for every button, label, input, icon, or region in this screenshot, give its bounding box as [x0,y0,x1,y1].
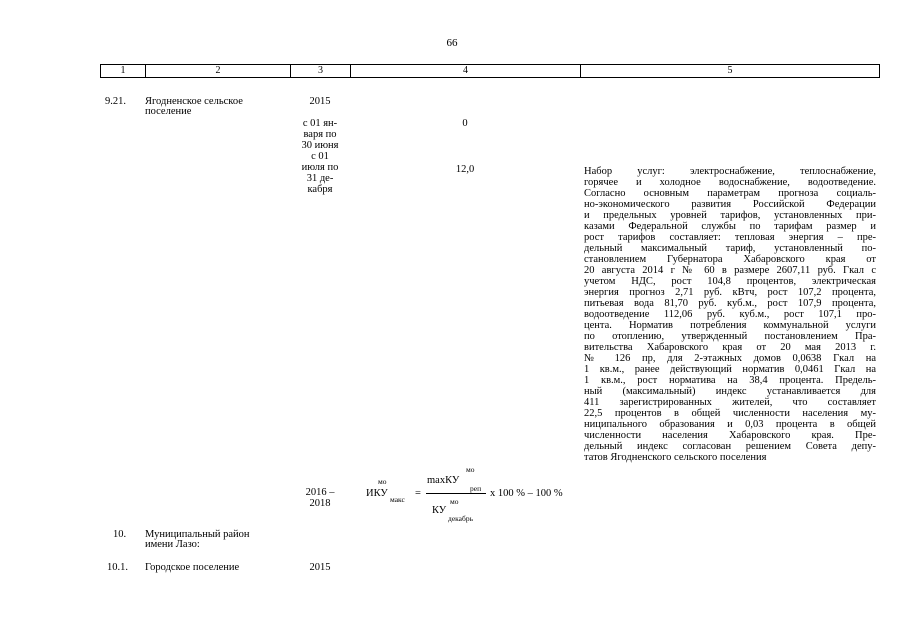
explanation-line: энергия прогноз 2,71 руб. кВтч, рост 107,2 процента, [584,287,876,298]
period2-line: кабря [307,184,333,195]
period2-line: 31 де- [306,173,334,184]
period2-line: июля по [301,162,339,173]
explanation-line: ный (максимальный) индекс устанавливается для [584,386,876,397]
row-10-1-name: Городское поселение [145,562,240,573]
formula-den: КУ [432,505,447,516]
formula-fraction-line [426,493,486,494]
explanation-line: Согласно основным параметрам прогноза социаль- [584,188,876,199]
period1-value: 0 [462,118,468,129]
explanation-line: численности населения Хабаровского края. Пре- [584,430,876,441]
row-name-line2: поселение [145,106,192,117]
formula-lhs-sup: мо [378,477,387,486]
formula-lhs-sub: макс [390,495,405,504]
explanation-line: по отоплению, утвержденный постановлением Пра- [584,331,876,342]
period2-text [290,151,350,195]
period1-line: с 01 ян- [302,118,338,129]
explanation-line: 20 августа 2014 г № 60 в размере 2607,11 руб. Гкал с [584,265,876,276]
explanation-line: вительства Хабаровского края от 20 мая 2013 г. [584,342,876,353]
explanation-text [584,166,876,463]
explanation-line: цента. Норматив потребления коммунальной услуги [584,320,876,331]
explanation-line: Набор услуг: электроснабжение, теплоснабжение, [584,166,876,177]
explanation-line: № 126 пр, для 2-этажных домов 0,0638 Гкал на [584,353,876,364]
explanation-line: 1 кв.м., рост норматива на 38,4 процента. Предель- [584,375,876,386]
formula-num: maxКУ [427,475,460,486]
formula-den-sup: мо [450,497,459,506]
row-number-9-21: 9.21. [105,96,126,107]
explanation-line: учетом НДС, рост 104,8 процентов, электрическая [584,276,876,287]
row-10-name-line1: Муниципальный район [145,529,250,540]
header-cell-1: 1 [120,65,126,76]
period3-year-line2: 2018 [309,498,331,509]
period2-value: 12,0 [455,164,475,175]
period1-line: 30 июня [301,140,339,151]
explanation-line: 22,5 процентов в общей численности населения му- [584,408,876,419]
period1-line: варя по [303,129,337,140]
period1-text [290,118,350,151]
period2-line: с 01 [311,151,329,162]
explanation-line: становлением Губернатора Хабаровского края от [584,254,876,265]
explanation-line: татов Ягодненского сельского поселения [584,452,767,463]
row-year: 2015 [309,96,331,107]
explanation-line: дельный максимальный тариф, установленный по- [584,243,876,254]
formula-num-sup: мо [466,465,475,474]
row-number-10-1: 10.1. [107,562,128,573]
row-10-1-year: 2015 [309,562,331,573]
row-number-10: 10. [113,529,127,540]
explanation-line: рост тарифов составляет: тепловая энергия – пре- [584,232,876,243]
explanation-line: но-экономического развития Российской Федерации [584,199,876,210]
row-10-name-line2: имени Лазо: [145,539,200,550]
header-cell-3: 3 [318,65,323,76]
formula-num-sub: реп [470,484,482,493]
period3-year-line1: 2016 – [305,487,335,498]
formula-den-sub: декабрь [448,514,473,523]
index-formula [360,462,590,526]
explanation-line: питьевая вода 81,70 руб. куб.м., рост 107,9 процента, [584,298,876,309]
explanation-line: дельный индекс согласован решением Совета депу- [584,441,876,452]
page-number: 66 [446,37,458,49]
row-name-line1: Ягодненское сельское [145,96,243,107]
header-cell-4: 4 [463,65,468,76]
formula-equals: = [415,488,421,499]
table-header-row [100,64,880,78]
explanation-line: 411 зарегистрированных жителей, что составляет [584,397,876,408]
explanation-line: 1 кв.м., ранее действующий норматив 0,0461 Гкал на [584,364,876,375]
explanation-line: горячее и холодное водоснабжение, водоотведение. [584,177,876,188]
explanation-line: ниципального образования и 0,03 процента в общей [584,419,876,430]
explanation-line: казами Федеральной службы по тарифам размер и [584,221,876,232]
explanation-line: и предельных уровней тарифов, установленных при- [584,210,876,221]
header-cell-5: 5 [727,65,733,76]
header-cell-2: 2 [215,65,221,76]
formula-tail: х 100 % – 100 % [490,488,563,499]
period3-years [290,487,350,509]
formula-lhs: ИКУ [366,488,388,499]
explanation-line: водоотведение 112,06 руб. куб.м., рост 107,1 про- [584,309,876,320]
